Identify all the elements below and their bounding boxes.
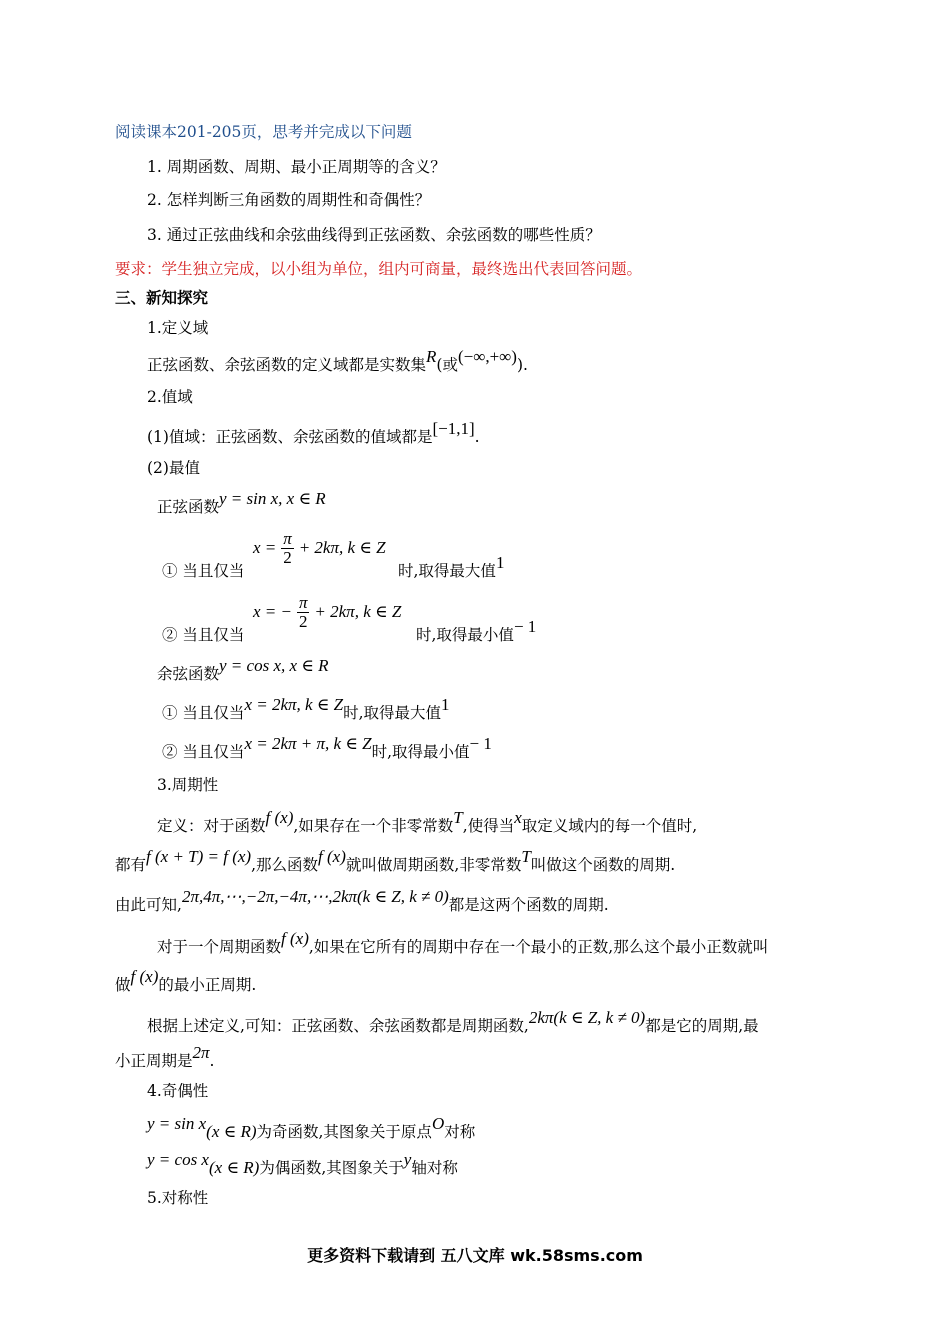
cos-max-suffix: 时,取得最大值 — [343, 704, 442, 722]
sine-label: 正弦函数 — [157, 498, 220, 516]
parity-sin-formula: y = sin x — [147, 1114, 207, 1133]
parity-sin-end: 对称 — [444, 1123, 476, 1141]
sine-formula: y = sin x, x ∈ R — [219, 489, 326, 508]
cos-min-value: − 1 — [469, 734, 492, 753]
period-def2-a: 都有 — [115, 856, 147, 874]
period-hence-line — [115, 887, 609, 915]
period-def2-fx: f (x) — [318, 847, 346, 866]
parity-sin-text: 为奇函数,其图象关于原点 — [256, 1123, 432, 1141]
parity-sine-line — [147, 1114, 476, 1142]
range-heading: 2.值域 — [147, 388, 193, 406]
cosine-function-line — [157, 656, 329, 684]
question-3: 3. 通过正弦曲线和余弦曲线得到正弦函数、余弦函数的哪些性质？ — [147, 226, 601, 244]
cos-min-formula: x = 2kπ + π, k ∈ Z — [244, 734, 372, 753]
cos-max-formula: x = 2kπ, k ∈ Z — [244, 695, 344, 714]
parity-heading: 4.奇偶性 — [147, 1082, 209, 1100]
period-list: 2π,4π,⋯,−2π,−4π,⋯,2kπ(k ∈ Z, k ≠ 0) — [181, 887, 449, 906]
parity-cos-end: 轴对称 — [411, 1159, 458, 1177]
period-def2-c: 就叫做周期函数,非零常数 — [345, 856, 522, 874]
range-item-1 — [147, 419, 480, 447]
range-item-1-text: (1)值域：正弦函数、余弦函数的值域都是 — [147, 428, 433, 446]
period-def-a: 定义：对于函数 — [157, 817, 266, 835]
min-period2-a: 做 — [115, 976, 131, 994]
domain-paren-close: ). — [516, 356, 528, 374]
period-conc-b: 都是它的周期,最 — [645, 1017, 759, 1035]
period-def-fx: f (x) — [265, 808, 294, 827]
domain-line — [147, 347, 528, 375]
period-hence-a: 由此可知, — [115, 896, 182, 914]
sine-min-lhs: x = − — [253, 601, 292, 621]
domain-heading: 1.定义域 — [147, 319, 209, 337]
range-value: [−1,1] — [432, 419, 475, 438]
sine-min-result — [416, 617, 537, 645]
requirement-text: 要求：学生独立完成，以小组为单位，组内可商量，最终选出代表回答问题。 — [115, 260, 643, 278]
reading-intro: 阅读课本201-205页，思考并完成以下问题 — [115, 123, 412, 141]
period-def2-eq: f (x + T) = f (x) — [146, 847, 252, 866]
sine-max-rhs: + 2kπ, k ∈ Z — [298, 537, 386, 557]
sine-min-rhs: + 2kπ, k ∈ Z — [314, 601, 402, 621]
parity-cosine-line — [147, 1150, 458, 1178]
sine-max-value: 1 — [495, 553, 505, 572]
period-def2-b: ,那么函数 — [251, 856, 319, 874]
range-item-2-heading: (2)最值 — [147, 459, 200, 477]
sine-min-numerator: π — [298, 593, 308, 612]
cos-max-line — [162, 695, 450, 723]
sine-min-fraction — [297, 594, 310, 631]
domain-interval: (−∞,+∞) — [457, 347, 517, 366]
min-period-fx: f (x) — [281, 929, 309, 948]
cos-formula: y = cos x, x ∈ R — [219, 656, 329, 675]
question-2: 2. 怎样判断三角函数的周期性和奇偶性？ — [147, 191, 431, 209]
domain-paren-open: (或 — [436, 356, 458, 374]
parity-sin-point: O — [431, 1114, 445, 1133]
cos-label: 余弦函数 — [157, 665, 220, 683]
parity-cos-text: 为偶函数,其图象关于 — [259, 1159, 404, 1177]
domain-text: 正弦函数、余弦函数的定义域都是实数集 — [147, 356, 427, 374]
min-period2-b: 的最小正周期. — [158, 976, 257, 994]
min-period-line-1 — [157, 929, 769, 957]
sine-max-denominator: 2 — [281, 548, 294, 567]
period-def2-T: T — [521, 847, 531, 866]
question-1: 1. 周期函数、周期、最小正周期等的含义？ — [147, 158, 446, 176]
parity-cos-domain: (x ∈ R) — [208, 1158, 260, 1177]
period-def-x: x — [514, 808, 522, 827]
parity-cos-formula: y = cos x — [147, 1150, 209, 1169]
period-def-b: ,如果存在一个非零常数 — [293, 817, 454, 835]
sine-min-suffix: 时,取得最小值 — [416, 626, 514, 644]
period-hence-b: 都是这两个函数的周期. — [448, 896, 609, 914]
sine-min-formula — [253, 594, 401, 631]
cos-min-suffix: 时,取得最小值 — [371, 743, 470, 761]
period-conc2-b: . — [209, 1052, 215, 1070]
parity-cos-axis: y — [403, 1150, 412, 1169]
range-item-1-end: . — [474, 428, 480, 446]
sine-max-suffix: 时,取得最大值 — [398, 562, 496, 580]
cos-min-line — [162, 734, 492, 762]
sine-min-prefix: ② 当且仅当 — [162, 626, 245, 644]
min-period-a: 对于一个周期函数 — [157, 938, 282, 956]
period-conc-a: 根据上述定义,可知：正弦函数、余弦函数都是周期函数, — [147, 1017, 529, 1035]
period-def2-d: 叫做这个函数的周期. — [530, 856, 676, 874]
period-definition-line-2 — [115, 847, 676, 875]
period-def-c: ,使得当 — [462, 817, 515, 835]
section-title: 三、新知探究 — [115, 288, 209, 307]
sine-max-prefix: ① 当且仅当 — [162, 562, 245, 580]
sine-function-line — [157, 489, 326, 517]
sine-min-denominator: 2 — [297, 612, 310, 631]
sine-max-fraction — [281, 530, 294, 567]
period-conclusion-line-1 — [147, 1008, 759, 1036]
sine-max-result — [398, 553, 505, 581]
sine-min-value: − 1 — [513, 617, 537, 636]
parity-sin-domain: (x ∈ R) — [206, 1122, 257, 1141]
period-heading: 3.周期性 — [157, 776, 219, 794]
sine-max-numerator: π — [283, 529, 292, 548]
period-conc-formula: 2kπ(k ∈ Z, k ≠ 0) — [528, 1008, 646, 1027]
period-definition-line-1 — [157, 808, 698, 836]
footer-download-link[interactable]: 更多资料下载请到 五八文库 wk.58sms.com — [307, 1246, 643, 1265]
sine-max-lhs: x = — [253, 537, 277, 557]
period-def-T: T — [453, 808, 463, 827]
period-conclusion-line-2 — [115, 1043, 215, 1071]
period-def-d: 取定义域内的每一个值时, — [521, 817, 698, 835]
cos-max-value: 1 — [441, 695, 450, 714]
cos-max-prefix: ① 当且仅当 — [162, 704, 245, 722]
min-period-line-2 — [115, 967, 257, 995]
period-conc2-a: 小正周期是 — [115, 1052, 193, 1070]
sine-max-formula — [253, 530, 386, 567]
min-period2-fx: f (x) — [130, 967, 159, 986]
symmetry-heading: 5.对称性 — [147, 1189, 209, 1207]
cos-min-prefix: ② 当且仅当 — [162, 743, 245, 761]
min-period-b: ,如果在它所有的周期中存在一个最小的正数,那么这个最小正数就叫 — [308, 938, 769, 956]
period-conc2-value: 2π — [192, 1043, 210, 1062]
domain-set-symbol: R — [426, 347, 437, 366]
